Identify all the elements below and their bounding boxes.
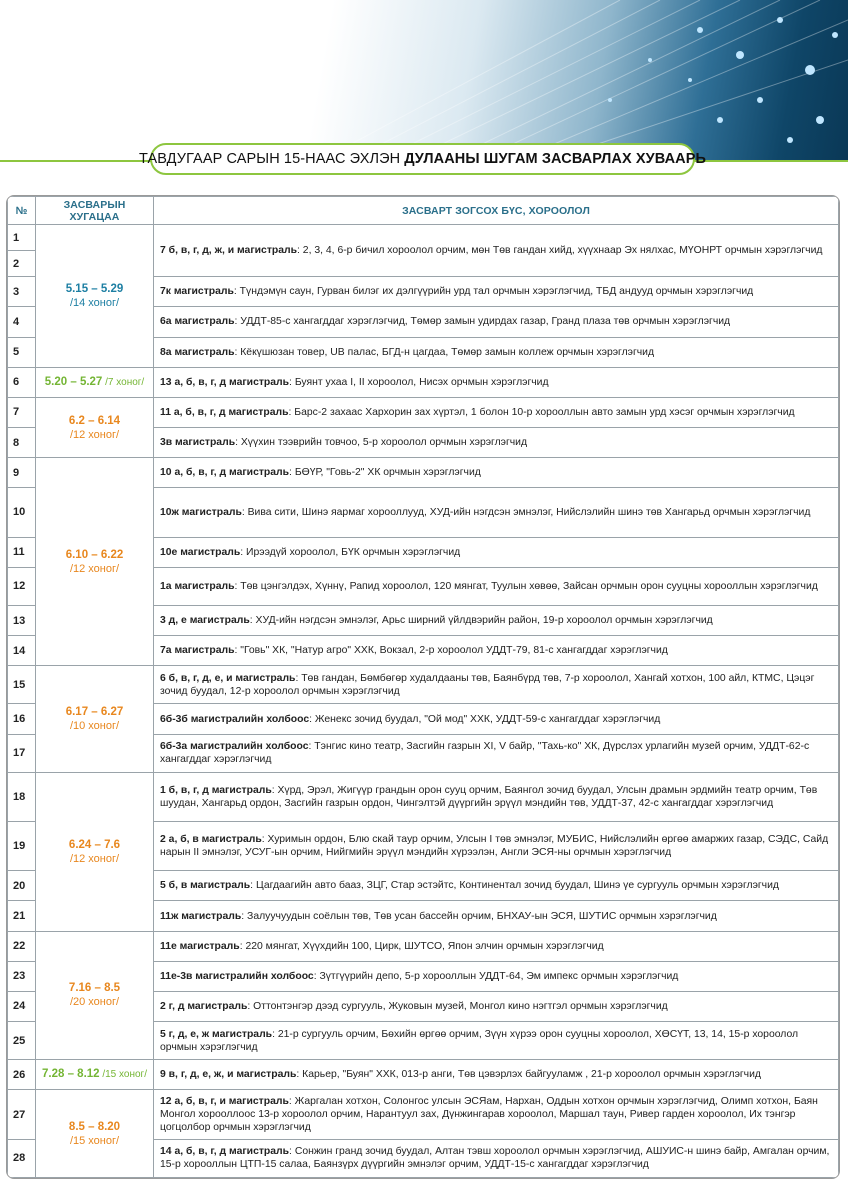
area-list: : Барс-2 захаас Хархорин зах хүртэл, 1 болон 10-р хорооллын авто замын урд хэсэг орчмын хэрэглэгчид <box>288 406 795 418</box>
line-name: 6б-3б магистралийн холбоос <box>160 713 310 725</box>
row-number: 24 <box>8 991 36 1021</box>
line-name: 11е-3в магистралийн холбоос <box>160 970 314 982</box>
area-list: : Вива сити, Шинэ яармаг хорооллууд, ХУД-ийн нэгдсэн эмнэлэг, Нийслэлийн шинэ төв Хангарьд орчмын хэрэглэгчид <box>241 506 811 518</box>
line-name: 10ж магистраль <box>160 506 242 518</box>
repair-period <box>36 666 154 773</box>
row-number: 15 <box>8 666 36 704</box>
area-list: : Ирээдүй хороолол, БҮК орчмын хэрэглэгчид <box>240 546 461 558</box>
area-description <box>154 666 839 704</box>
area-description <box>154 1090 839 1139</box>
area-list: : Буянт ухаа I, II хороолол, Нисэх орчмын хэрэглэгчид <box>289 376 549 388</box>
line-name: 6 б, в, г, д, е, и магистраль <box>160 672 296 684</box>
period-days: /15 хоног/ <box>69 1134 120 1147</box>
area-list: : 21-р сургууль орчим, Бөхийн өргөө орчим, Зүүн хүрээ орон сууцны хороолол, ХӨСҮТ, 13, 14, 15-р хороолол орчмын хэрэглэгчид <box>160 1028 799 1053</box>
row-number: 10 <box>8 488 36 537</box>
area-list: : Төв цэнгэлдэх, Хүннү, Рапид хороолол, 120 мянгат, Туулын хөвөө, Зайсан орчмын орон сууцны хорооллын хэрэглэгчид <box>234 580 818 592</box>
area-list: : Карьер, "Буян" ХХК, 013-р анги, Төв цэвэрлэх байгууламж , 21-р хороолол орчмын хэрэглэгчид <box>296 1069 761 1081</box>
table-row <box>8 367 839 397</box>
area-list: : Зүтгүүрийн депо, 5-р хорооллын УДДТ-64, Эм импекс орчмын хэрэглэгчид <box>313 970 679 982</box>
row-number: 27 <box>8 1090 36 1139</box>
row-number: 6 <box>8 367 36 397</box>
line-name: 11е магистраль <box>160 940 240 952</box>
table-row <box>8 772 839 821</box>
row-number: 7 <box>8 397 36 427</box>
area-list: : БӨҮР, "Говь-2" ХК орчмын хэрэглэгчид <box>289 467 481 479</box>
repair-period <box>36 458 154 666</box>
line-name: 10 а, б, в, г, д магистраль <box>160 467 290 479</box>
row-number: 14 <box>8 636 36 666</box>
area-description <box>154 1060 839 1090</box>
row-number: 20 <box>8 871 36 901</box>
line-name: 7к магистраль <box>160 286 234 298</box>
area-description <box>154 991 839 1021</box>
row-number: 17 <box>8 734 36 772</box>
column-header-period: ЗАСВАРЫН ХУГАЦАА <box>36 197 154 225</box>
page-title <box>138 143 707 175</box>
period-dates: 5.20 – 5.27 <box>44 375 103 388</box>
repair-period <box>36 931 154 1060</box>
repair-period <box>36 1060 154 1090</box>
table-row <box>8 225 839 251</box>
period-dates: 7.16 – 8.5 <box>68 982 121 995</box>
period-dates: 6.17 – 6.27 <box>65 706 124 719</box>
table-row <box>8 458 839 488</box>
area-description <box>154 277 839 307</box>
line-name: 1 б, в, г, д магистраль <box>160 784 272 796</box>
repair-period <box>36 1090 154 1178</box>
row-number: 23 <box>8 961 36 991</box>
area-list: : Тэнгис кино театр, Засгийн газрын XI, V байр, "Тахь-ко" ХК, Дүрслэх урлагийн музей орчим, УДДТ-62-с хангагддаг хэрэглэгчид <box>160 741 810 766</box>
period-days: /15 хоног/ <box>102 1069 147 1081</box>
period-dates: 6.24 – 7.6 <box>68 838 121 851</box>
area-list: : Хуримын ордон, Блю скай таур орчим, Улсын I төв эмнэлэг, МУБИС, Нийслэлийн өргөө амаржих газар, СЭДС, Сайд нарын II эмнэлэг, УСУГ-ын орчим, Нийгмийн эрүүл мэндийн хүрээлэн, Англи ЭСЯ-ны орчмын хэрэглэгчид <box>160 834 829 859</box>
area-description <box>154 488 839 537</box>
period-days: /14 хоног/ <box>69 296 120 309</box>
area-list: : 2, 3, 4, 6-р бичил хороолол орчим, мөн Төв гандан хийд, хүүхнаар Эх нялхас, МҮОНРТ орчмын хэрэглэгчид <box>297 245 823 257</box>
line-name: 11 а, б, в, г, д магистраль <box>160 406 289 418</box>
area-list: : "Говь" ХК, "Натур агро" ХХК, Вокзал, 2-р хороолол УДДТ-79, 81-с хангагддаг хэрэглэгчид <box>234 645 668 657</box>
area-list: : Женекс зочид буудал, "Ой мод" ХХК, УДДТ-59-с хангагддаг хэрэглэгчид <box>309 713 661 725</box>
period-dates: 5.15 – 5.29 <box>65 282 124 295</box>
period-days: /12 хоног/ <box>69 852 120 865</box>
area-description <box>154 734 839 772</box>
repair-period <box>36 225 154 368</box>
line-name: 13 а, б, в, г, д магистраль <box>160 376 290 388</box>
table-row <box>8 931 839 961</box>
line-name: 9 в, г, д, е, ж, и магистраль <box>160 1069 297 1081</box>
row-number: 1 <box>8 225 36 251</box>
table-row <box>8 666 839 704</box>
period-dates: 6.2 – 6.14 <box>68 414 121 427</box>
repair-period <box>36 772 154 931</box>
period-days: /12 хоног/ <box>69 428 120 441</box>
area-description <box>154 931 839 961</box>
row-number: 13 <box>8 605 36 635</box>
line-name: 3 д, е магистраль <box>160 615 250 627</box>
repair-period <box>36 397 154 457</box>
area-description <box>154 458 839 488</box>
line-name: 6б-3а магистралийн холбоос <box>160 741 309 753</box>
period-days: /20 хоног/ <box>69 996 120 1009</box>
area-list: : Түндэмүн саун, Гурван билэг их дэлгүүрийн урд тал орчмын хэрэглэгчид, ТБД андууд орчмын хэрэглэгчид <box>233 286 754 298</box>
area-description <box>154 961 839 991</box>
row-number: 28 <box>8 1139 36 1177</box>
row-number: 5 <box>8 337 36 367</box>
table-row <box>8 1090 839 1139</box>
line-name: 8а магистраль <box>160 346 235 358</box>
row-number: 2 <box>8 251 36 277</box>
area-description <box>154 567 839 605</box>
area-description <box>154 428 839 458</box>
row-number: 25 <box>8 1022 36 1060</box>
column-header-area: ЗАСВАРТ ЗОГСОХ БҮС, ХОРООЛОЛ <box>154 197 839 225</box>
area-list: : Залуучуудын соёлын төв, Төв усан бассейн орчим, БНХАУ-ын ЭСЯ, ШУТИС орчмын хэрэглэгчид <box>241 910 717 922</box>
fiber-optic-graphic <box>0 0 848 160</box>
period-days: /10 хоног/ <box>69 720 120 733</box>
area-list: : Кёкүшюзан товер, UB палас, БГД-н цагдаа, Төмөр замын коллеж орчмын хэрэглэгчид <box>234 346 655 358</box>
area-list: : ХУД-ийн нэгдсэн эмнэлэг, Арьс ширний үйлдвэрийн район, 19-р хороолол орчмын хэрэглэгчид <box>249 615 713 627</box>
period-dates: 7.28 – 8.12 <box>42 1068 100 1081</box>
row-number: 4 <box>8 307 36 337</box>
row-number: 18 <box>8 772 36 821</box>
area-description <box>154 605 839 635</box>
area-description <box>154 871 839 901</box>
row-number: 19 <box>8 822 36 871</box>
table-row <box>8 397 839 427</box>
schedule-table <box>6 195 840 1179</box>
line-name: 14 а, б, в, г, д магистраль <box>160 1146 290 1158</box>
row-number: 22 <box>8 931 36 961</box>
period-days: /12 хоног/ <box>69 562 120 575</box>
area-description <box>154 704 839 734</box>
area-description <box>154 367 839 397</box>
area-description <box>154 397 839 427</box>
line-name: 11ж магистраль <box>160 910 242 922</box>
area-list: : Цагдаагийн авто бааз, ЗЦГ, Стар эстэйтс, Континентал зочид буудал, Шинэ үе сургууль орчмын хэрэглэгчид <box>250 880 779 892</box>
area-list: : Жаргалан хотхон, Солонгос улсын ЭСЯам, Нархан, Оддын хотхон орчмын хэрэглэгчид, Олимп хотхон, Баян Монгол хорооллоос 13-р хороолол орчим, Нарантуул зах, Дүнжингарав хороолол, Маршал таун, Ривер гарден хороолол, Их тэнгэр цогцолбор орчмын хэрэглэгчид <box>160 1096 818 1134</box>
title-bold: ДУЛААНЫ ШУГАМ ЗАСВАРЛАХ ХУВААРЬ <box>404 151 707 167</box>
row-number: 9 <box>8 458 36 488</box>
row-number: 21 <box>8 901 36 931</box>
row-number: 26 <box>8 1060 36 1090</box>
area-list: : Хүрд, Эрэл, Жигүүр грандын орон сууц орчим, Баянгол зочид буудал, Улсын драмын эрдмийн театр орчим, Төв шуудан, Хангарьд ордон, Засгийн газрын ордон, Чингэлтэй дүүргийн эрүүл мэндийн төв, УДДТ-37, 42-с хангагддаг хэрэглэгчид <box>160 784 818 809</box>
header-banner-image <box>0 0 848 160</box>
line-name: 5 б, в магистраль <box>160 880 251 892</box>
line-name: 7а магистраль <box>160 645 235 657</box>
area-description <box>154 537 839 567</box>
line-name: 2 г, д магистраль <box>160 1000 248 1012</box>
row-number: 16 <box>8 704 36 734</box>
title-prefix: ТАВДУГААР САРЫН 15-НААС ЭХЛЭН <box>138 151 401 167</box>
area-description <box>154 1139 839 1177</box>
area-list: : УДДТ-85-с хангагддаг хэрэглэгчид, Төмөр замын удирдах газар, Гранд плаза төв орчмын хэрэглэгчид <box>234 316 731 328</box>
row-number: 3 <box>8 277 36 307</box>
line-name: 7 б, в, г, д, ж, и магистраль <box>160 245 298 257</box>
table-row <box>8 1060 839 1090</box>
area-description <box>154 822 839 871</box>
period-days: /7 хоног/ <box>105 376 145 388</box>
line-name: 2 а, б, в магистраль <box>160 834 262 846</box>
area-list: : Сонжин гранд зочид буудал, Алтан тэвш хороолол орчмын хэрэглэгчид, АШУИС-н шинэ байр, Амгалан орчим, 15-р хорооллын ЦТП-15 салаа, Баянзүрх дүүргийн эмнэлэг орчим, УДДТ-15-с хангагддаг хэрэглэгчид <box>160 1146 830 1171</box>
row-number: 11 <box>8 537 36 567</box>
period-dates: 6.10 – 6.22 <box>65 548 124 561</box>
line-name: 10е магистраль <box>160 546 241 558</box>
row-number: 12 <box>8 567 36 605</box>
area-description <box>154 636 839 666</box>
area-list: : 220 мянгат, Хүүхдийн 100, Цирк, ШУТСО, Япон элчин орчмын хэрэглэгчид <box>239 940 604 952</box>
area-list: : Оттонтэнгэр дээд сургууль, Жуковын музей, Монгол кино нэгтгэл орчмын хэрэглэгчид <box>247 1000 668 1012</box>
line-name: 3в магистраль <box>160 437 236 449</box>
area-list: : Хүүхин тээврийн товчоо, 5-р хороолол орчмын хэрэглэгчид <box>235 437 528 449</box>
row-number: 8 <box>8 428 36 458</box>
area-list: : Төв гандан, Бөмбөгөр худалдааны төв, Баянбүрд төв, 7-р хороолол, Хангай хотхон, 100 айл, КТМС, Цэцэг зочид буудал, 12-р хороолол орчмын хэрэглэгчид <box>160 672 815 697</box>
area-description <box>154 337 839 367</box>
area-description <box>154 225 839 277</box>
area-description <box>154 772 839 821</box>
area-description <box>154 307 839 337</box>
area-description <box>154 901 839 931</box>
line-name: 12 а, б, в, г, и магистраль <box>160 1096 289 1108</box>
period-dates: 8.5 – 8.20 <box>68 1120 121 1133</box>
line-name: 5 г, д, е, ж магистраль <box>160 1028 273 1040</box>
area-description <box>154 1022 839 1060</box>
line-name: 1а магистраль <box>160 580 235 592</box>
repair-period <box>36 367 154 397</box>
column-header-number: № <box>8 197 36 225</box>
line-name: 6а магистраль <box>160 316 235 328</box>
